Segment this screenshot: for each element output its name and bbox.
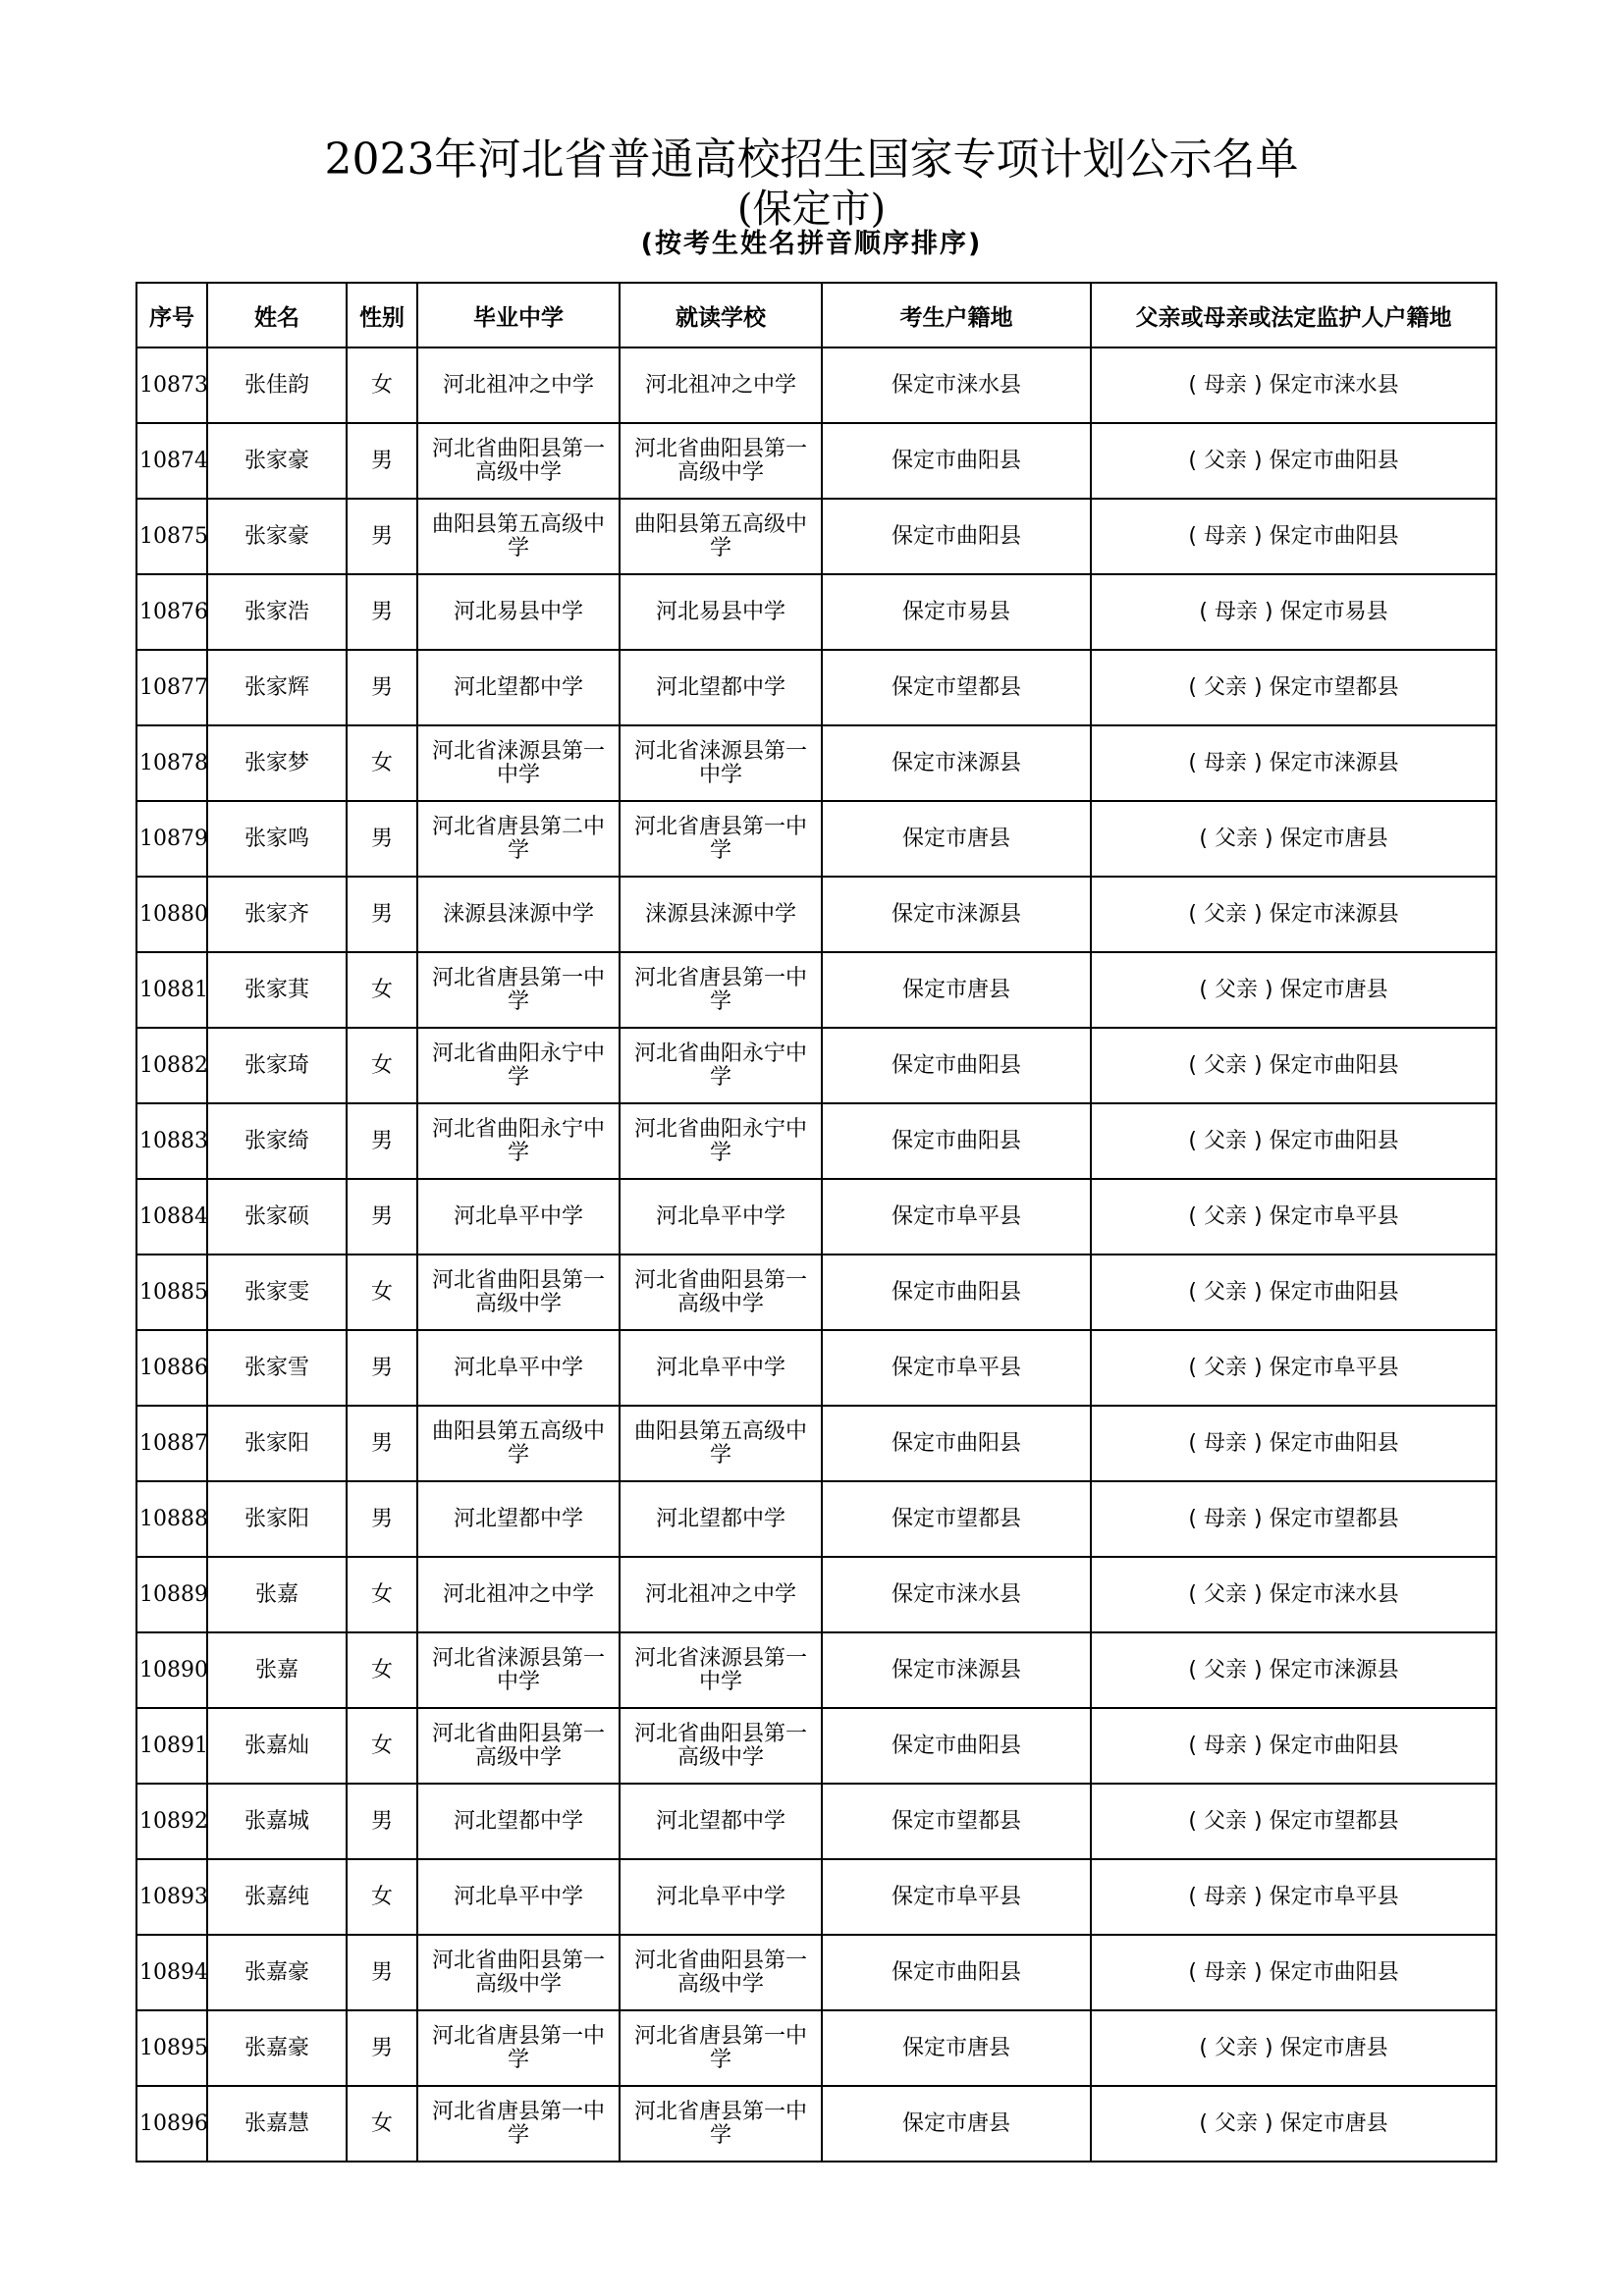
gender-cell: 女 bbox=[347, 952, 417, 1028]
school-name: 河北省曲阳县第一高级中学 bbox=[633, 1721, 807, 1770]
school-name: 河北省唐县第一中学 bbox=[431, 2023, 605, 2072]
school-name: 河北省涞源县第一中学 bbox=[633, 1645, 807, 1694]
index-cell: 10878 bbox=[136, 725, 207, 801]
name-cell: 张家阳 bbox=[207, 1406, 347, 1481]
graduated-school-cell bbox=[417, 877, 620, 952]
current-school-cell bbox=[620, 1632, 822, 1708]
graduated-school-cell bbox=[417, 499, 620, 574]
gender-cell: 男 bbox=[347, 1330, 417, 1406]
guardian-residence-cell: ( 父亲 ) 保定市唐县 bbox=[1091, 2010, 1496, 2086]
name-cell: 张嘉慧 bbox=[207, 2086, 347, 2162]
name-cell: 张家雯 bbox=[207, 1255, 347, 1330]
name-cell: 张嘉豪 bbox=[207, 1935, 347, 2010]
graduated-school-cell bbox=[417, 725, 620, 801]
school-name: 河北省曲阳县第一高级中学 bbox=[633, 1267, 807, 1316]
gender-cell: 男 bbox=[347, 877, 417, 952]
current-school-cell bbox=[620, 499, 822, 574]
col-header-current-school: 就读学校 bbox=[620, 283, 822, 347]
student-residence-cell: 保定市曲阳县 bbox=[822, 1255, 1091, 1330]
current-school-cell bbox=[620, 423, 822, 499]
name-cell: 张家硕 bbox=[207, 1179, 347, 1255]
student-residence-cell: 保定市涞源县 bbox=[822, 725, 1091, 801]
index-cell: 10883 bbox=[136, 1103, 207, 1179]
school-name: 曲阳县第五高级中学 bbox=[633, 1418, 807, 1468]
graduated-school-cell bbox=[417, 1708, 620, 1784]
student-residence-cell: 保定市阜平县 bbox=[822, 1179, 1091, 1255]
current-school-cell bbox=[620, 1708, 822, 1784]
student-residence-cell: 保定市曲阳县 bbox=[822, 1028, 1091, 1103]
current-school-cell bbox=[620, 1179, 822, 1255]
index-cell: 10894 bbox=[136, 1935, 207, 2010]
current-school-cell bbox=[620, 1935, 822, 2010]
table-row bbox=[136, 347, 1496, 423]
graduated-school-cell bbox=[417, 801, 620, 877]
index-cell: 10880 bbox=[136, 877, 207, 952]
page-subtitle: (保定市) bbox=[736, 187, 887, 232]
school-name: 河北祖冲之中学 bbox=[442, 1581, 594, 1607]
index-cell: 10877 bbox=[136, 650, 207, 725]
table-row bbox=[136, 1028, 1496, 1103]
guardian-residence-cell: ( 父亲 ) 保定市唐县 bbox=[1091, 952, 1496, 1028]
graduated-school-cell bbox=[417, 347, 620, 423]
student-residence-cell: 保定市望都县 bbox=[822, 1481, 1091, 1557]
graduated-school-cell bbox=[417, 2010, 620, 2086]
school-name: 河北阜平中学 bbox=[453, 1884, 583, 1909]
graduated-school-cell bbox=[417, 1179, 620, 1255]
index-cell: 10881 bbox=[136, 952, 207, 1028]
table-row bbox=[136, 2086, 1496, 2162]
student-residence-cell: 保定市曲阳县 bbox=[822, 1708, 1091, 1784]
index-cell: 10887 bbox=[136, 1406, 207, 1481]
gender-cell: 男 bbox=[347, 801, 417, 877]
current-school-cell bbox=[620, 2086, 822, 2162]
index-cell: 10893 bbox=[136, 1859, 207, 1935]
gender-cell: 女 bbox=[347, 1255, 417, 1330]
gender-cell: 女 bbox=[347, 1632, 417, 1708]
current-school-cell bbox=[620, 952, 822, 1028]
table-row bbox=[136, 1255, 1496, 1330]
table-row bbox=[136, 423, 1496, 499]
index-cell: 10876 bbox=[136, 574, 207, 650]
student-residence-cell: 保定市涞源县 bbox=[822, 1632, 1091, 1708]
table-row bbox=[136, 499, 1496, 574]
student-residence-cell: 保定市涞源县 bbox=[822, 877, 1091, 952]
guardian-residence-cell: ( 母亲 ) 保定市曲阳县 bbox=[1091, 1708, 1496, 1784]
table-row bbox=[136, 1935, 1496, 2010]
school-name: 河北望都中学 bbox=[453, 1506, 583, 1531]
gender-cell: 男 bbox=[347, 423, 417, 499]
name-cell: 张嘉灿 bbox=[207, 1708, 347, 1784]
guardian-residence-cell: ( 父亲 ) 保定市阜平县 bbox=[1091, 1179, 1496, 1255]
school-name: 河北望都中学 bbox=[655, 1506, 785, 1531]
table-body bbox=[136, 347, 1496, 2162]
gender-cell: 男 bbox=[347, 1103, 417, 1179]
student-residence-cell: 保定市易县 bbox=[822, 574, 1091, 650]
student-residence-cell: 保定市唐县 bbox=[822, 952, 1091, 1028]
name-cell: 张嘉豪 bbox=[207, 2010, 347, 2086]
table-row bbox=[136, 1330, 1496, 1406]
name-cell: 张家绮 bbox=[207, 1103, 347, 1179]
school-name: 河北祖冲之中学 bbox=[644, 372, 796, 398]
guardian-residence-cell: ( 母亲 ) 保定市曲阳县 bbox=[1091, 1406, 1496, 1481]
table-row bbox=[136, 574, 1496, 650]
guardian-residence-cell: ( 母亲 ) 保定市曲阳县 bbox=[1091, 1935, 1496, 2010]
graduated-school-cell bbox=[417, 1557, 620, 1632]
name-cell: 张家梦 bbox=[207, 725, 347, 801]
col-header-index: 序号 bbox=[136, 283, 207, 347]
school-name: 河北省曲阳县第一高级中学 bbox=[431, 1721, 605, 1770]
name-cell: 张家豪 bbox=[207, 423, 347, 499]
graduated-school-cell bbox=[417, 1859, 620, 1935]
school-name: 河北易县中学 bbox=[655, 599, 785, 624]
school-name: 曲阳县第五高级中学 bbox=[633, 511, 807, 561]
current-school-cell bbox=[620, 725, 822, 801]
gender-cell: 男 bbox=[347, 1935, 417, 2010]
guardian-residence-cell: ( 父亲 ) 保定市唐县 bbox=[1091, 2086, 1496, 2162]
current-school-cell bbox=[620, 1784, 822, 1859]
name-cell: 张嘉城 bbox=[207, 1784, 347, 1859]
name-cell: 张嘉 bbox=[207, 1557, 347, 1632]
name-cell: 张佳韵 bbox=[207, 347, 347, 423]
name-cell: 张家浩 bbox=[207, 574, 347, 650]
guardian-residence-cell: ( 母亲 ) 保定市易县 bbox=[1091, 574, 1496, 650]
index-cell: 10874 bbox=[136, 423, 207, 499]
school-name: 河北省唐县第一中学 bbox=[633, 2099, 807, 2148]
table-row bbox=[136, 952, 1496, 1028]
graduated-school-cell bbox=[417, 1330, 620, 1406]
table-row bbox=[136, 1632, 1496, 1708]
school-name: 河北望都中学 bbox=[655, 674, 785, 700]
school-name: 涞源县涞源中学 bbox=[644, 901, 796, 927]
school-name: 河北望都中学 bbox=[453, 1808, 583, 1834]
graduated-school-cell bbox=[417, 423, 620, 499]
graduated-school-cell bbox=[417, 1935, 620, 2010]
school-name: 河北省曲阳县第一高级中学 bbox=[633, 1948, 807, 1997]
index-cell: 10888 bbox=[136, 1481, 207, 1557]
guardian-residence-cell: ( 父亲 ) 保定市唐县 bbox=[1091, 801, 1496, 877]
table-row bbox=[136, 2010, 1496, 2086]
student-residence-cell: 保定市望都县 bbox=[822, 1784, 1091, 1859]
current-school-cell bbox=[620, 347, 822, 423]
school-name: 河北省曲阳永宁中学 bbox=[431, 1041, 605, 1090]
current-school-cell bbox=[620, 1859, 822, 1935]
student-residence-cell: 保定市曲阳县 bbox=[822, 1406, 1091, 1481]
school-name: 河北省曲阳县第一高级中学 bbox=[633, 436, 807, 485]
student-residence-cell: 保定市曲阳县 bbox=[822, 499, 1091, 574]
graduated-school-cell bbox=[417, 1255, 620, 1330]
gender-cell: 男 bbox=[347, 499, 417, 574]
index-cell: 10873 bbox=[136, 347, 207, 423]
gender-cell: 女 bbox=[347, 725, 417, 801]
school-name: 河北省唐县第一中学 bbox=[431, 965, 605, 1014]
guardian-residence-cell: ( 母亲 ) 保定市阜平县 bbox=[1091, 1859, 1496, 1935]
guardian-residence-cell: ( 父亲 ) 保定市曲阳县 bbox=[1091, 423, 1496, 499]
sort-note: (按考生姓名拼音顺序排序) bbox=[640, 229, 983, 259]
school-name: 河北阜平中学 bbox=[655, 1355, 785, 1380]
name-cell: 张家豪 bbox=[207, 499, 347, 574]
current-school-cell bbox=[620, 1330, 822, 1406]
school-name: 河北省曲阳永宁中学 bbox=[633, 1116, 807, 1165]
school-name: 河北祖冲之中学 bbox=[442, 372, 594, 398]
index-cell: 10885 bbox=[136, 1255, 207, 1330]
graduated-school-cell bbox=[417, 1406, 620, 1481]
table-row bbox=[136, 1859, 1496, 1935]
table-row bbox=[136, 877, 1496, 952]
school-name: 河北省曲阳县第一高级中学 bbox=[431, 436, 605, 485]
index-cell: 10886 bbox=[136, 1330, 207, 1406]
school-name: 涞源县涞源中学 bbox=[442, 901, 594, 927]
guardian-residence-cell: ( 母亲 ) 保定市涞水县 bbox=[1091, 347, 1496, 423]
current-school-cell bbox=[620, 877, 822, 952]
gender-cell: 女 bbox=[347, 347, 417, 423]
table-row bbox=[136, 801, 1496, 877]
graduated-school-cell bbox=[417, 1028, 620, 1103]
col-header-guardian-residence: 父亲或母亲或法定监护人户籍地 bbox=[1091, 283, 1496, 347]
table-row bbox=[136, 1481, 1496, 1557]
school-name: 河北省唐县第二中学 bbox=[431, 814, 605, 863]
school-name: 河北省曲阳永宁中学 bbox=[633, 1041, 807, 1090]
table-row bbox=[136, 1557, 1496, 1632]
guardian-residence-cell: ( 父亲 ) 保定市阜平县 bbox=[1091, 1330, 1496, 1406]
school-name: 河北望都中学 bbox=[655, 1808, 785, 1834]
current-school-cell bbox=[620, 1406, 822, 1481]
current-school-cell bbox=[620, 801, 822, 877]
index-cell: 10882 bbox=[136, 1028, 207, 1103]
school-name: 河北阜平中学 bbox=[655, 1884, 785, 1909]
student-residence-cell: 保定市涞水县 bbox=[822, 347, 1091, 423]
guardian-residence-cell: ( 父亲 ) 保定市曲阳县 bbox=[1091, 1028, 1496, 1103]
guardian-residence-cell: ( 母亲 ) 保定市曲阳县 bbox=[1091, 499, 1496, 574]
school-name: 河北易县中学 bbox=[453, 599, 583, 624]
guardian-residence-cell: ( 父亲 ) 保定市曲阳县 bbox=[1091, 1255, 1496, 1330]
school-name: 河北省涞源县第一中学 bbox=[431, 738, 605, 787]
gender-cell: 女 bbox=[347, 1557, 417, 1632]
guardian-residence-cell: ( 母亲 ) 保定市涞源县 bbox=[1091, 725, 1496, 801]
gender-cell: 男 bbox=[347, 574, 417, 650]
col-header-gender: 性别 bbox=[347, 283, 417, 347]
table-row bbox=[136, 650, 1496, 725]
guardian-residence-cell: ( 父亲 ) 保定市涞源县 bbox=[1091, 1632, 1496, 1708]
name-cell: 张嘉纯 bbox=[207, 1859, 347, 1935]
school-name: 曲阳县第五高级中学 bbox=[431, 1418, 605, 1468]
student-residence-cell: 保定市涞水县 bbox=[822, 1557, 1091, 1632]
index-cell: 10889 bbox=[136, 1557, 207, 1632]
school-name: 河北阜平中学 bbox=[655, 1203, 785, 1229]
graduated-school-cell bbox=[417, 952, 620, 1028]
school-name: 河北望都中学 bbox=[453, 674, 583, 700]
current-school-cell bbox=[620, 1557, 822, 1632]
school-name: 河北阜平中学 bbox=[453, 1203, 583, 1229]
school-name: 河北省唐县第一中学 bbox=[633, 2023, 807, 2072]
index-cell: 10891 bbox=[136, 1708, 207, 1784]
student-residence-cell: 保定市唐县 bbox=[822, 2010, 1091, 2086]
current-school-cell bbox=[620, 2010, 822, 2086]
school-name: 曲阳县第五高级中学 bbox=[431, 511, 605, 561]
name-cell: 张家辉 bbox=[207, 650, 347, 725]
school-name: 河北省涞源县第一中学 bbox=[633, 738, 807, 787]
guardian-residence-cell: ( 父亲 ) 保定市涞水县 bbox=[1091, 1557, 1496, 1632]
student-residence-cell: 保定市唐县 bbox=[822, 2086, 1091, 2162]
table-row bbox=[136, 1179, 1496, 1255]
col-header-student-residence: 考生户籍地 bbox=[822, 283, 1091, 347]
table-row bbox=[136, 1784, 1496, 1859]
guardian-residence-cell: ( 父亲 ) 保定市望都县 bbox=[1091, 650, 1496, 725]
index-cell: 10896 bbox=[136, 2086, 207, 2162]
gender-cell: 女 bbox=[347, 1859, 417, 1935]
name-cell: 张家阳 bbox=[207, 1481, 347, 1557]
name-cell: 张家齐 bbox=[207, 877, 347, 952]
guardian-residence-cell: ( 父亲 ) 保定市望都县 bbox=[1091, 1784, 1496, 1859]
school-name: 河北省唐县第一中学 bbox=[633, 814, 807, 863]
col-header-graduated-school: 毕业中学 bbox=[417, 283, 620, 347]
current-school-cell bbox=[620, 1028, 822, 1103]
student-residence-cell: 保定市曲阳县 bbox=[822, 423, 1091, 499]
school-name: 河北省唐县第一中学 bbox=[431, 2099, 605, 2148]
student-residence-cell: 保定市曲阳县 bbox=[822, 1103, 1091, 1179]
gender-cell: 男 bbox=[347, 650, 417, 725]
gender-cell: 男 bbox=[347, 1406, 417, 1481]
student-residence-cell: 保定市唐县 bbox=[822, 801, 1091, 877]
current-school-cell bbox=[620, 574, 822, 650]
graduated-school-cell bbox=[417, 574, 620, 650]
gender-cell: 女 bbox=[347, 1028, 417, 1103]
index-cell: 10875 bbox=[136, 499, 207, 574]
name-cell: 张嘉 bbox=[207, 1632, 347, 1708]
student-residence-cell: 保定市曲阳县 bbox=[822, 1935, 1091, 2010]
graduated-school-cell bbox=[417, 1481, 620, 1557]
table-row bbox=[136, 1406, 1496, 1481]
graduated-school-cell bbox=[417, 1632, 620, 1708]
current-school-cell bbox=[620, 1481, 822, 1557]
school-name: 河北省曲阳永宁中学 bbox=[431, 1116, 605, 1165]
table-row bbox=[136, 1708, 1496, 1784]
graduated-school-cell bbox=[417, 1784, 620, 1859]
table-row bbox=[136, 1103, 1496, 1179]
guardian-residence-cell: ( 母亲 ) 保定市望都县 bbox=[1091, 1481, 1496, 1557]
table-row bbox=[136, 725, 1496, 801]
name-cell: 张家雪 bbox=[207, 1330, 347, 1406]
graduated-school-cell bbox=[417, 650, 620, 725]
gender-cell: 男 bbox=[347, 1481, 417, 1557]
guardian-residence-cell: ( 父亲 ) 保定市涞源县 bbox=[1091, 877, 1496, 952]
gender-cell: 女 bbox=[347, 1708, 417, 1784]
current-school-cell bbox=[620, 1255, 822, 1330]
index-cell: 10890 bbox=[136, 1632, 207, 1708]
index-cell: 10884 bbox=[136, 1179, 207, 1255]
school-name: 河北祖冲之中学 bbox=[644, 1581, 796, 1607]
index-cell: 10879 bbox=[136, 801, 207, 877]
student-residence-cell: 保定市阜平县 bbox=[822, 1859, 1091, 1935]
school-name: 河北省涞源县第一中学 bbox=[431, 1645, 605, 1694]
graduated-school-cell bbox=[417, 1103, 620, 1179]
current-school-cell bbox=[620, 1103, 822, 1179]
table-header-row bbox=[136, 283, 1496, 347]
school-name: 河北省唐县第一中学 bbox=[633, 965, 807, 1014]
gender-cell: 男 bbox=[347, 1179, 417, 1255]
gender-cell: 男 bbox=[347, 1784, 417, 1859]
student-residence-cell: 保定市望都县 bbox=[822, 650, 1091, 725]
school-name: 河北省曲阳县第一高级中学 bbox=[431, 1267, 605, 1316]
page-title: 2023年河北省普通高校招生国家专项计划公示名单 bbox=[324, 134, 1299, 185]
school-name: 河北阜平中学 bbox=[453, 1355, 583, 1380]
roster-table bbox=[135, 282, 1497, 2163]
name-cell: 张家琦 bbox=[207, 1028, 347, 1103]
name-cell: 张家鸣 bbox=[207, 801, 347, 877]
guardian-residence-cell: ( 父亲 ) 保定市曲阳县 bbox=[1091, 1103, 1496, 1179]
student-residence-cell: 保定市阜平县 bbox=[822, 1330, 1091, 1406]
gender-cell: 男 bbox=[347, 2010, 417, 2086]
index-cell: 10895 bbox=[136, 2010, 207, 2086]
col-header-name: 姓名 bbox=[207, 283, 347, 347]
school-name: 河北省曲阳县第一高级中学 bbox=[431, 1948, 605, 1997]
name-cell: 张家萁 bbox=[207, 952, 347, 1028]
graduated-school-cell bbox=[417, 2086, 620, 2162]
current-school-cell bbox=[620, 650, 822, 725]
index-cell: 10892 bbox=[136, 1784, 207, 1859]
gender-cell: 女 bbox=[347, 2086, 417, 2162]
